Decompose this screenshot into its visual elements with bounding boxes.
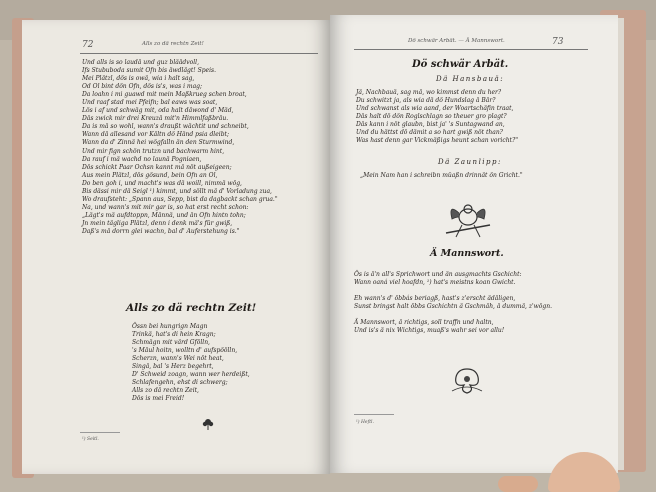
text-line bbox=[354, 311, 552, 319]
text-line: Trinkä, hat's di hein Kragn; bbox=[132, 331, 216, 339]
text-line: Scherzn, wann's Wei nöt heat, bbox=[132, 355, 224, 363]
speaker-2: Dä Zaunlipp: bbox=[438, 158, 502, 166]
text-line: Do ben goh i, und macht's was dä woill, nimmä wög, bbox=[82, 179, 242, 187]
text-line: Dös schickt Paar Ochsn kannt mä nöt außeigeen; bbox=[82, 163, 232, 171]
footnote-rule bbox=[354, 414, 394, 415]
text-line: Sunst bringst halt öbbs Gschichtn ä Gschmäh, ä dummä, z'wögn. bbox=[354, 303, 553, 311]
text-line: Da rauf i mä wachd no launä Pogniaen, bbox=[82, 155, 202, 163]
speaker-1: Dä Hansbauä: bbox=[436, 75, 505, 83]
text-line: Und alls is so laudä und guz bläädvoll, bbox=[82, 59, 200, 66]
text-line: Wann oaná viel hoafdn, ¹) hat's meistns koan Gwicht. bbox=[354, 279, 516, 287]
text-line: Singä, bal 's Herz begehrt, bbox=[132, 363, 214, 371]
poem-title: Alls zo dä rechtn Zeit! bbox=[126, 302, 257, 314]
text-line: Eh wann's d' öbbás beriagß, hast's z'erscht ädäligen, bbox=[354, 295, 516, 303]
text-line: Alls zo dä rechtn Zeit, bbox=[132, 387, 199, 395]
page-number: 72 bbox=[82, 40, 94, 50]
text-line: Schmägn mit värd Gfölln, bbox=[132, 339, 210, 347]
text-line: Ös is ä'n all's Sprichwort und än ausgmachts Gschicht: bbox=[354, 271, 522, 278]
text-line: Und mir fign schön trutzn und bachwarm hint, bbox=[82, 147, 225, 155]
text-line: 's Mäul hoitn, wolltn d' aufspöölln, bbox=[132, 347, 238, 355]
text-line: Und is's ä nix Wichtigs, muaß's wahr sei vor allu! bbox=[354, 327, 505, 335]
text-line: „Lägt's mä aufdtoppn, Männä, und än Ofn hintn tohn; bbox=[82, 211, 246, 219]
text-line: „Mein Nam han i schreibn müaßn drinnät ön Gricht." bbox=[360, 172, 523, 179]
poem-text bbox=[132, 323, 250, 403]
text-line: Ä Mannswort, ä richtigs, soll traffn und haltn, bbox=[354, 319, 494, 327]
text-line: Und du hättst dö dämit a so hart gwiß nöt than? bbox=[356, 129, 503, 137]
text-line: Däs kann i nöt glaubn, bist ja' 's Suntagwand an, bbox=[356, 121, 505, 129]
stanza-2 bbox=[360, 172, 523, 180]
flower-ornament-icon bbox=[201, 418, 215, 430]
running-head: Alls zo dä rechtn Zeit! bbox=[142, 41, 204, 47]
text-line: Lös i af und schwäg mit, oda halt däwond d' Mäd, bbox=[82, 107, 234, 115]
text-line: D' Schweid zoagn, wann wer herdeißt, bbox=[132, 371, 250, 379]
stanza-3 bbox=[354, 271, 552, 335]
header-rule bbox=[80, 53, 318, 54]
hand-finger-lower bbox=[498, 476, 538, 492]
running-head: Dö schwär Arbät. — Ä Mannswort. bbox=[408, 38, 505, 44]
footnote: ¹) Seitl. bbox=[82, 437, 99, 442]
text-line: Mei Plätzl, dös is owä, wia i halt sag, bbox=[82, 75, 195, 83]
page-edges bbox=[618, 18, 624, 470]
text-line: Dös is mei Freid! bbox=[132, 395, 185, 403]
floral-ornament-icon bbox=[450, 365, 484, 395]
text-line: Jä, Nachbauä, sag mä, wo kimmst denn du her? bbox=[356, 89, 502, 96]
text-line: Od Ol bint dön Ofn, dös is's, was i mag; bbox=[82, 83, 203, 91]
text-line: Aus mein Plätzl, dös gösund, bein Ofn an Ol, bbox=[82, 171, 218, 179]
text-line: Bis dässi mir dä Seigl ¹) kimmt, und söllt mä d' Vorladung zua, bbox=[82, 187, 272, 195]
text-line: Jn mein tägliga Plätzl, denn i denk mä's für gwiß, bbox=[82, 219, 233, 227]
text-line: Schlafengehn, ehst di schwerg; bbox=[132, 379, 228, 387]
cherub-ornament-icon bbox=[442, 195, 494, 239]
text-line bbox=[354, 287, 552, 295]
page-number: 73 bbox=[552, 37, 564, 47]
text-line: Da is mä so wohl, wann's draußt wächtit und schneibt, bbox=[82, 123, 249, 131]
text-line: Und raaf stad mei Pfeifn; bal eaws was soat, bbox=[82, 99, 218, 107]
text-line: Össn bei hungrign Magn bbox=[132, 323, 208, 330]
left-page bbox=[22, 20, 330, 474]
right-page bbox=[330, 15, 618, 473]
text-line: Däs zwick mir drei Kreuzä mit'n Himmlfaßbräu. bbox=[82, 115, 229, 123]
text-line: Däs halt dö dön Roglschlagn so theuer gro plagt? bbox=[356, 113, 507, 121]
text-line: Ifs Stububoda sumit Ofn bis äwdlägt! Speis. bbox=[82, 67, 217, 75]
text-line: Was hast denn gar Vickmäßigs heunt schan voricht?" bbox=[356, 137, 518, 145]
header-rule bbox=[354, 49, 588, 50]
stanza-1 bbox=[356, 89, 518, 145]
text-line: Und schwanst als wia aand, der Woartschäfin traat, bbox=[356, 105, 514, 113]
text-line: Daß's mä dorrn glei wachn, bal d' Auferstehung is." bbox=[82, 227, 240, 235]
text-line: Wo draufsteht: „Spann aus, Sepp, bist da dagbackt schan grua." bbox=[82, 195, 278, 203]
poem-title-2: Ä Mannswort. bbox=[430, 248, 504, 259]
footnote-rule bbox=[80, 432, 120, 433]
footnote: ¹) Heftl. bbox=[356, 420, 374, 425]
text-line: Du schwitzt ja, als wia dä dö Hundslag ä Bär? bbox=[356, 97, 496, 105]
text-line: Na, und wann's mit mir gar is, so hat erst recht schon: bbox=[82, 203, 249, 211]
poem-text-top bbox=[82, 59, 278, 236]
poem-title-1: Dö schwär Arbät. bbox=[412, 59, 509, 70]
text-line: Wann da d' Zinnä hei wögfalln än den Sturmwind, bbox=[82, 139, 235, 147]
text-line: Da loahn i mi guawd mit mein Maßkrueg schen broat, bbox=[82, 91, 247, 99]
text-line: Wann dä allesand vor Kältn dö Händ psia dleibt; bbox=[82, 131, 229, 139]
